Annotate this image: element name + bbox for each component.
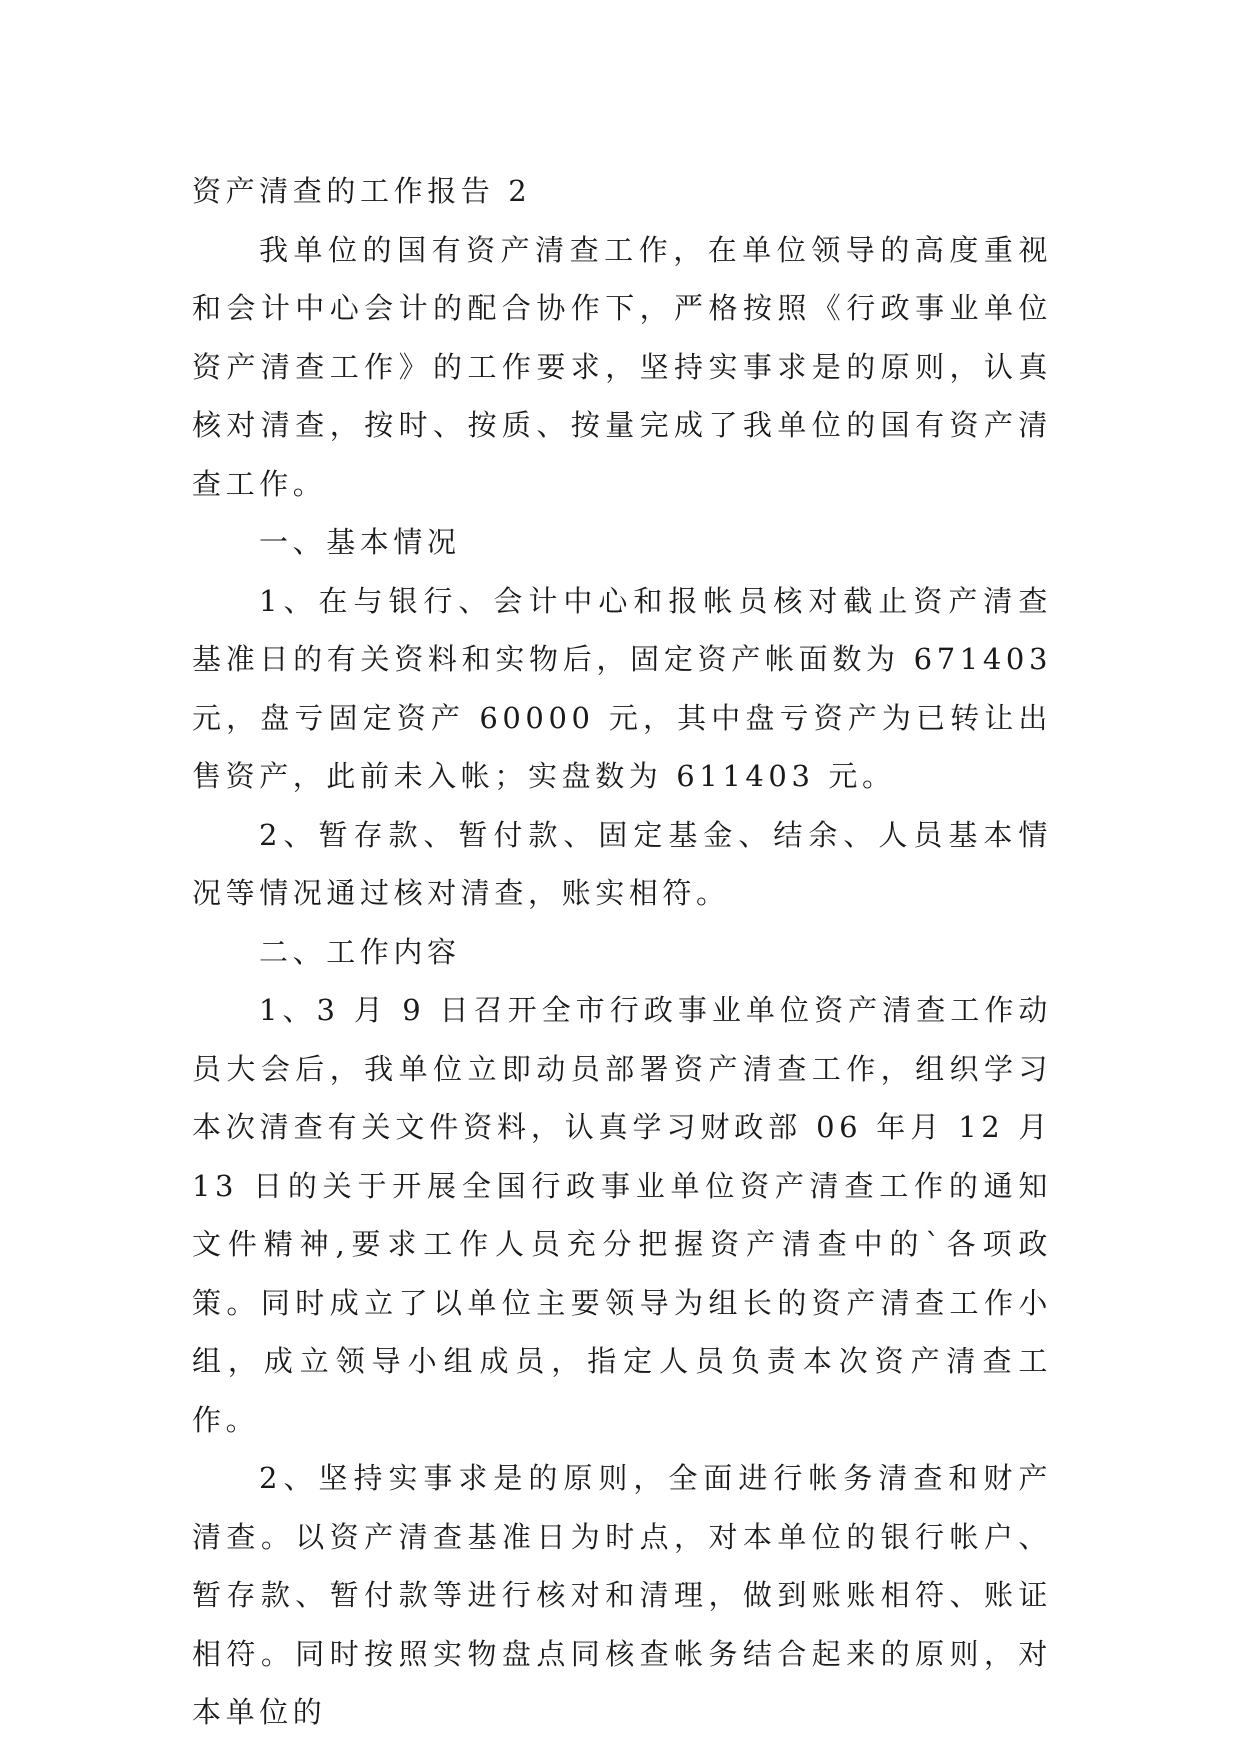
section-heading-basic-situation: 一、基本情况 (259, 525, 461, 559)
basic-situation-item-2: 2、暂存款、暂付款、固定基金、结余、人员基本情况等情况通过核对清查，账实相符。 (192, 817, 1052, 910)
work-content-item-1: 1、3 月 9 日召开全市行政事业单位资产清查工作动员大会后，我单位立即动员部署资产清查工作，组织学习本次清查有关文件资料，认真学习财政部 06 年月 12 月 13 日的关于开展全国行政事业单位资产清查工作的通知文件精神,要求工作人员充分把握资产清查中的`各项政策。同时成立了以单位主要领导为组长的资产清查工作小组，成立领导小组成员，指定人员负责本次资产清查工作。 (192, 993, 1052, 1437)
section-heading-work-content: 二、工作内容 (259, 934, 461, 969)
intro-paragraph: 我单位的国有资产清查工作，在单位领导的高度重视和会计中心会计的配合协作下，严格按照《行政事业单位资产清查工作》的工作要求，坚持实事求是的原则，认真核对清查，按时、按质、按量完成了我单位的国有资产清查工作。 (192, 232, 1052, 501)
document-title: 资产清查的工作报告 2 (192, 174, 532, 208)
document-body (192, 162, 1052, 1742)
work-content-item-2: 2、坚持实事求是的原则，全面进行帐务清查和财产清查。以资产清查基准日为时点，对本单位的银行帐户、暂存款、暂付款等进行核对和清理，做到账账相符、账证相符。同时按照实物盘点同核查帐务结合起来的原则，对本单位的 (192, 1461, 1052, 1729)
basic-situation-item-1: 1、在与银行、会计中心和报帐员核对截止资产清查基准日的有关资料和实物后，固定资产帐面数为 671403 元，盘亏固定资产 60000 元，其中盘亏资产为已转让出售资产，此前未入帐；实盘数为 611403 元。 (192, 583, 1052, 793)
